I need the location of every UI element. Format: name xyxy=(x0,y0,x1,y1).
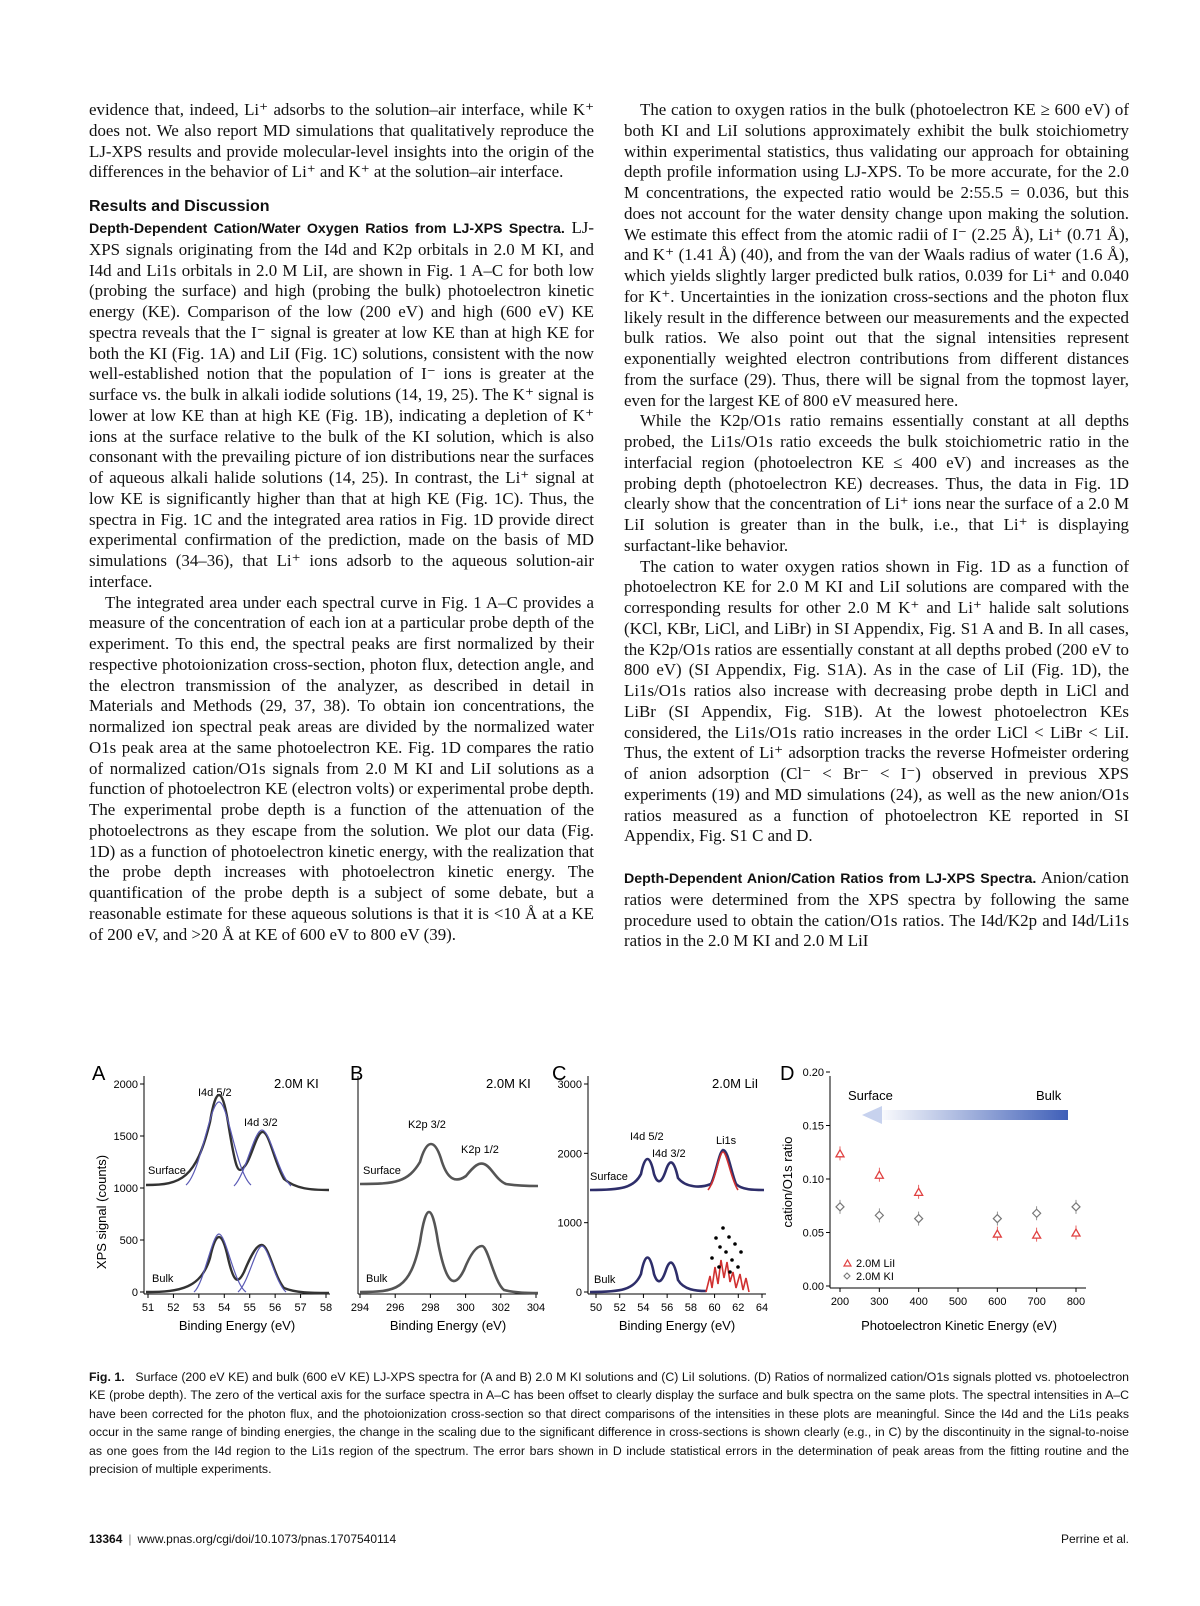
ki-data-point xyxy=(875,1211,883,1219)
ki-data-point xyxy=(836,1203,844,1211)
x-tick-label: 54 xyxy=(218,1302,231,1314)
panel-a xyxy=(92,1063,332,1333)
x-tick-label: 58 xyxy=(684,1302,697,1314)
x-tick-label: 55 xyxy=(243,1302,256,1314)
bulk-label: Bulk xyxy=(594,1274,616,1286)
fit-curve xyxy=(186,1102,251,1185)
fit-curve xyxy=(194,1234,246,1292)
paragraph-text: LJ-XPS signals originating from the I4d and K2p orbitals in 2.0 M KI, and I4d and Li1s orbitals in 2.0 M LiI, are shown in Fig. 1 A–C for both low (probing the surface) and high (probing the bulk) photoelectron kinetic energy (KE). Comparison of the low (200 eV) and high (600 eV) KE spectra reveals that the I⁻ signal is greater at low KE than at high KE for both the KI (Fig. 1A) and LiI (Fig. 1C) solutions, consistent with the now well-established notion that the population of I⁻ ions is greater at the surface vs. the bulk in alkali iodide solutions (14, 19, 25). The K⁺ signal is lower at low KE than at high KE (Fig. 1B), indicating a depletion of K⁺ ions at the surface relative to the bulk of the KI solution, which is also consonant with the prevailing picture of ion distributions near the surfaces of aqueous alkali halide solutions (14, 25). In contrast, the Li⁺ signal at low KE is significantly higher than that at high KE (Fig. 1C). Thus, the spectra in Fig. 1C and the integrated area ratios in Fig. 1D provide direct experimental confirmation of the prediction, made on the basis of MD simulations (34–36), that Li⁺ ions adsorb to the aqueous solution-air interface. xyxy=(89,218,594,591)
ki-data-point xyxy=(993,1215,1001,1223)
legend xyxy=(844,1258,895,1283)
x-tick-label: 56 xyxy=(269,1302,282,1314)
x-tick-label: 57 xyxy=(294,1302,307,1314)
page-footer xyxy=(89,1532,1129,1546)
x-tick-label: 64 xyxy=(755,1302,769,1314)
x-tick-label: 62 xyxy=(732,1302,745,1314)
bulk-label: Bulk xyxy=(366,1273,388,1285)
paragraph-text: Anion/cation ratios were determined from the XPS spectra by following the same procedure used to obtain the cation/O1s ratios. The I4d/K2p and I4d/Li1s ratios in the 2.0 M KI and 2.0 M LiI xyxy=(624,868,1130,951)
caption-text: Surface (200 eV KE) and bulk (600 eV KE) LJ-XPS spectra for (A and B) 2.0 M KI solutions and (C) LiI solutions. (D) Ratios of normalized cation/O1s signals plotted vs. photoelectron KE (probe depth). The zero of the vertical axis for the surface spectra in A–C has been offset to clearly display the surface and bulk spectra on the same plots. The spectral intensities in A–C have been corrected for the photon flux, and the photoionization cross-section so that direct comparisons of the intensities in these plots are meaningful. Since the I4d and the Li1s peaks occur in the same range of binding energies, the change in the scaling due to the significant difference in cross-sections is shown clearly (e.g., in C) by the discontinuity in the signal-to-noise as one goes from the I4d region to the Li1s region of the spectrum. The error bars shown in D include statistical errors in the determination of peak areas from the fitting routine and the precision of multiple experiments. xyxy=(89,1370,1130,1477)
x-axis-label: Binding Energy (eV) xyxy=(178,1318,296,1333)
x-tick-label: 51 xyxy=(141,1302,155,1314)
x-tick-label: 300 xyxy=(870,1296,889,1308)
x-tick-label: 294 xyxy=(350,1302,370,1314)
x-tick-label: 52 xyxy=(167,1302,180,1314)
panel-letter: D xyxy=(780,1063,795,1085)
y-tick-label: 500 xyxy=(119,1235,138,1247)
x-tick-label: 60 xyxy=(708,1302,721,1314)
concentration-label: 2.0M KI xyxy=(274,1076,319,1091)
y-tick-label: 0.05 xyxy=(802,1227,824,1240)
x-tick-label: 800 xyxy=(1066,1296,1086,1308)
footer-authors: Perrine et al. xyxy=(1060,1532,1129,1546)
x-tick-label: 298 xyxy=(421,1302,440,1314)
y-tick-label: 0.00 xyxy=(802,1281,824,1293)
subsection-heading: Depth-Dependent Cation/Water Oxygen Ratios from LJ-XPS Spectra. xyxy=(89,221,565,237)
y-axis-label: XPS signal (counts) xyxy=(94,1154,109,1270)
paragraph: The cation to oxygen ratios in the bulk (photoelectron KE ≥ 600 eV) of both KI and LiI solutions approximately exhibit the bulk stoichiometry within experimental statistics, thus validating our approach for obtaining depth profile information using LJ-XPS. To be more accurate, for the 2.0 M concentrations, the expected ratio would be 2:55.5 = 0.036, but this does not account for the water density change upon making the solution. We estimate this effect from the atomic radii of I⁻ (2.25 Å), Li⁺ (0.71 Å), and K⁺ (1.41 Å) (40), and from the van der Waals radius of water (1.6 Å), which yields slightly larger predicted bulk ratios, 0.039 for Li⁺ and 0.040 for K⁺. Uncertainties in the ionization cross-sections and the photon flux likely result in the difference between our measurements and the expected bulk ratios. We also point out that the signal intensities represent exponentially weighted electron contributions from different distances from the surface (29). Thus, there will be signal from the topmost layer, even for the largest KE of 800 eV measured here. xyxy=(624,100,1129,410)
surface-label: Surface xyxy=(363,1165,401,1177)
ki-data-point xyxy=(1033,1209,1041,1217)
x-tick-label: 54 xyxy=(637,1302,650,1314)
concentration-label: 2.0M KI xyxy=(486,1076,531,1091)
li1s-fit-curve xyxy=(708,1152,738,1190)
lii-data-point xyxy=(836,1150,844,1157)
x-tick-label: 56 xyxy=(661,1302,674,1314)
panel-c xyxy=(552,1063,768,1333)
subsection-heading: Depth-Dependent Anion/Cation Ratios from LJ-XPS Spectra. xyxy=(624,871,1037,887)
doi-link[interactable]: www.pnas.org/cgi/doi/10.1073/pnas.1707540114 xyxy=(137,1532,397,1546)
panel-b xyxy=(350,1063,545,1333)
panel-d xyxy=(780,1063,1086,1333)
y-tick-label: 1000 xyxy=(113,1183,138,1195)
x-axis-label: Photoelectron Kinetic Energy (eV) xyxy=(861,1318,1057,1333)
x-tick-label: 52 xyxy=(613,1302,626,1314)
x-axis-label: Binding Energy (eV) xyxy=(618,1318,736,1333)
ki-data-point xyxy=(915,1215,923,1223)
paragraph: evidence that, indeed, Li⁺ adsorbs to the solution–air interface, while K⁺ does not. We also report MD simulations that qualitatively reproduce the LJ-XPS results and provide molecular-level insights into the origin of the differences in the behavior of Li⁺ and K⁺ at the solution–air interface. xyxy=(89,100,594,182)
x-tick-label: 600 xyxy=(988,1296,1007,1308)
paragraph xyxy=(89,218,594,593)
y-axis-label: cation/O1s ratio xyxy=(780,1136,795,1228)
x-tick-label: 304 xyxy=(526,1302,546,1314)
x-tick-label: 53 xyxy=(192,1302,205,1314)
lii-data-point xyxy=(1072,1229,1080,1236)
bulk-label: Bulk xyxy=(1036,1088,1062,1103)
figure-1 xyxy=(86,1062,1116,1352)
peak-label: I4d 5/2 xyxy=(198,1087,232,1099)
panel-letter: A xyxy=(92,1063,106,1085)
paragraph xyxy=(624,868,1129,952)
legend-marker-ki xyxy=(844,1273,850,1279)
caption-label: Fig. 1. xyxy=(89,1370,125,1384)
direction-arrow xyxy=(862,1106,882,1124)
x-tick-label: 700 xyxy=(1027,1296,1046,1308)
paragraph: The cation to water oxygen ratios shown in Fig. 1D as a function of photoelectron KE for 2.0 M KI and LiI solutions are compared with the corresponding results for other 2.0 M K⁺ and Li⁺ halide salt solutions (KCl, KBr, LiCl, and LiBr) in SI Appendix, Fig. S1 A and B. In all cases, the K2p/O1s ratios are essentially constant at all depths probed (200 eV to 800 eV) (SI Appendix, Fig. S1A). As in the case of LiI (Fig. 1D), the Li1s/O1s ratios also increase with decreasing probe depth in LiCl and LiBr (SI Appendix, Fig. S1B). At the lowest photoelectron KEs considered, the Li1s/O1s ratio increases in the order LiCl < LiBr < LiI. Thus, the extent of Li⁺ adsorption tracks the reverse Hofmeister ordering of anion adsorption (Cl⁻ < Br⁻ < I⁻) observed in previous XPS experiments (19) and MD simulations (24), as well as the new anion/O1s ratios measured as a function of photoelectron KE reported in SI Appendix, Fig. S1 C and D. xyxy=(624,556,1129,846)
lii-data-point xyxy=(1033,1231,1041,1238)
x-axis-label: Binding Energy (eV) xyxy=(389,1318,507,1333)
x-tick-label: 500 xyxy=(948,1296,968,1308)
lii-data-point xyxy=(915,1188,923,1195)
x-tick-label: 58 xyxy=(319,1302,333,1314)
legend-label: 2.0M LiI xyxy=(856,1258,896,1270)
y-tick-label: 1000 xyxy=(557,1217,582,1230)
peak-label: I4d 5/2 xyxy=(630,1131,664,1143)
y-tick-label: 0.20 xyxy=(802,1067,824,1079)
x-tick-label: 200 xyxy=(830,1296,850,1308)
legend-label: 2.0M KI xyxy=(856,1271,894,1283)
right-column xyxy=(624,100,1129,952)
x-tick-label: 50 xyxy=(589,1302,603,1314)
legend-marker-lii xyxy=(844,1260,851,1266)
peak-label: K2p 1/2 xyxy=(461,1144,499,1156)
paragraph: The integrated area under each spectral curve in Fig. 1 A–C provides a measure of the concentration of each ion at a particular probe depth of the experiment. To this end, the spectral peaks are first normalized by their respective photoionization cross-section, photon flux, detection angle, and the electron transmission of the analyzer, as described in detail in Materials and Methods (29, 37, 38). To obtain ion concentrations, the normalized ion spectral peak areas are divided by the normalized water O1s peak area at the same photoelectron KE. Fig. 1D compares the ratio of normalized cation/O1s signals from 2.0 M KI and LiI solutions as a function of photoelectron KE (electron volts) or experimental probe depth. The experimental probe depth is a function of the attenuation of the photoelectrons as they escape from the solution. We plot our data (Fig. 1D) as a function of photoelectron kinetic energy, with the realization that the probe depth increases with photoelectron kinetic energy. The quantification of the probe depth is a subject of some debate, but a reasonable estimate for these aqueous solutions is that it is <10 Å at a KE of 200 eV, and >20 Å at KE of 600 eV to 800 eV (39). xyxy=(89,592,594,944)
surface-label: Surface xyxy=(848,1088,893,1103)
surface-label: Surface xyxy=(590,1171,628,1183)
lii-data-point xyxy=(875,1171,883,1178)
peak-label: K2p 3/2 xyxy=(408,1119,446,1131)
y-tick-label: 0 xyxy=(575,1287,582,1299)
panel-letter: C xyxy=(552,1063,567,1085)
page-number: 13364 xyxy=(89,1532,123,1546)
y-tick-label: 1500 xyxy=(113,1131,138,1143)
figure-caption xyxy=(89,1368,1129,1478)
y-tick-label: 2000 xyxy=(557,1148,582,1161)
y-tick-label: 0.10 xyxy=(802,1174,824,1186)
y-tick-label: 0.15 xyxy=(802,1120,824,1133)
concentration-label: 2.0M LiI xyxy=(712,1076,759,1091)
x-tick-label: 302 xyxy=(491,1302,510,1314)
ki-data-point xyxy=(1072,1203,1080,1211)
footer-separator: | xyxy=(128,1532,132,1546)
figure-svg xyxy=(86,1062,1116,1352)
y-tick-label: 0 xyxy=(131,1287,138,1299)
peak-label: I4d 3/2 xyxy=(244,1117,278,1129)
panel-letter: B xyxy=(350,1063,364,1085)
x-tick-label: 400 xyxy=(909,1296,928,1308)
x-tick-label: 300 xyxy=(456,1302,475,1314)
x-tick-label: 296 xyxy=(386,1302,405,1314)
bulk-spectrum xyxy=(146,1237,329,1293)
y-tick-label: 2000 xyxy=(113,1079,138,1091)
paragraph: While the K2p/O1s ratio remains essentially constant at all depths probed, the Li1s/O1s ratio exceeds the bulk stoichiometric ratio in the interfacial region (photoelectron KE ≤ 400 eV) and increases as the probing depth (photoelectron KE) decreases. Thus, the data in Fig. 1D clearly show that the concentration of Li⁺ ions near the surface of a 2.0 M LiI solution is greater than in the bulk, i.e., that Li⁺ is displaying surfactant-like behavior. xyxy=(624,411,1129,555)
left-column xyxy=(89,100,594,945)
depth-gradient-bar xyxy=(876,1110,1068,1120)
peak-label: I4d 3/2 xyxy=(652,1148,686,1160)
bulk-label: Bulk xyxy=(152,1273,174,1285)
li1s-bulk-spectrum xyxy=(706,1260,749,1292)
lii-data-point xyxy=(993,1230,1001,1237)
peak-label: Li1s xyxy=(716,1135,737,1147)
surface-label: Surface xyxy=(148,1165,186,1177)
section-heading: Results and Discussion xyxy=(89,198,270,215)
y-tick-label: 3000 xyxy=(557,1079,582,1091)
